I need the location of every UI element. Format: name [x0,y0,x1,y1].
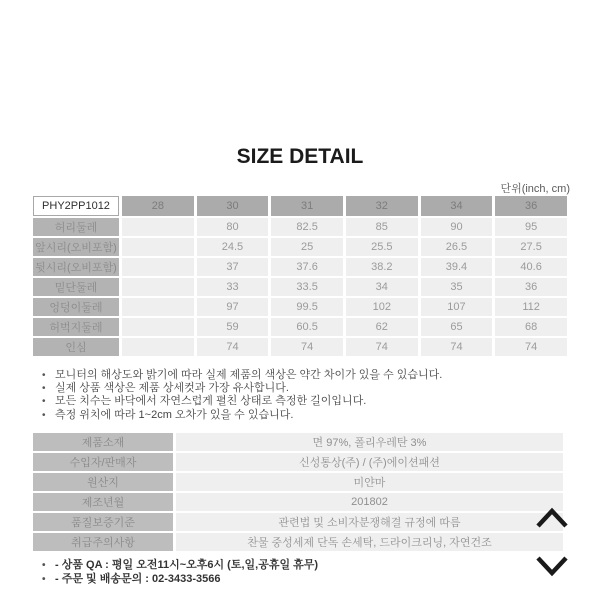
measure-value: 74 [197,338,269,356]
info-label: 제조년월 [33,493,173,511]
table-row [33,338,567,356]
measure-value: 80 [197,218,269,236]
measure-label: 인심 [33,338,119,356]
measure-value [122,238,194,256]
list-item [42,382,442,395]
measure-value [122,298,194,316]
table-row [33,238,567,256]
table-row [33,258,567,276]
measure-value: 102 [346,298,418,316]
measure-value: 26.5 [421,238,493,256]
measure-value: 68 [495,318,567,336]
measure-label: 앞시리(오비포함) [33,238,119,256]
measure-value: 27.5 [495,238,567,256]
footer-text: - 상품 QA : 평일 오전11시~오후6시 (토,일,공휴일 휴무) [55,559,319,571]
table-row [33,298,567,316]
table-row [33,493,563,511]
measure-value: 38.2 [346,258,418,276]
list-item [42,395,442,408]
size-column-header: 36 [495,196,567,216]
info-label: 취급주의사항 [33,533,173,551]
measure-value [122,278,194,296]
note-text: 측정 위치에 따라 1~2cm 오차가 있을 수 있습니다. [55,408,294,421]
bullet-icon: • [42,560,46,571]
info-value: 찬물 중성세제 단독 손세탁, 드라이크리닝, 자연건조 [176,533,563,551]
size-column-header: 28 [122,196,194,216]
scroll-up-button[interactable] [535,507,569,529]
size-column-header: 30 [197,196,269,216]
size-table [30,194,570,358]
list-item [42,573,318,587]
measure-value: 85 [346,218,418,236]
size-column-header: 32 [346,196,418,216]
table-row [33,473,563,491]
size-table-header-row [33,196,567,216]
chevron-down-icon [535,555,569,577]
measure-value: 40.6 [495,258,567,276]
measure-value [122,218,194,236]
unit-label: 단위(inch, cm) [500,183,570,195]
bullet-icon: • [42,370,46,381]
measure-value: 74 [495,338,567,356]
product-info-table [30,431,566,553]
measure-value: 82.5 [271,218,343,236]
notes-list [42,369,442,422]
measure-label: 허리둘레 [33,218,119,236]
info-label: 제품소재 [33,433,173,451]
product-code-cell: PHY2PP1012 [33,196,119,216]
measure-value: 65 [421,318,493,336]
measure-value: 74 [271,338,343,356]
info-value: 관련법 및 소비자분쟁해결 규정에 따름 [176,513,563,531]
note-text: 실제 상품 색상은 제품 상세컷과 가장 유사합니다. [55,382,289,395]
measure-value: 36 [495,278,567,296]
info-label: 수입자/판매자 [33,453,173,471]
measure-value: 37.6 [271,258,343,276]
measure-value [122,338,194,356]
info-value: 미얀마 [176,473,563,491]
table-row [33,318,567,336]
measure-value: 112 [495,298,567,316]
bullet-icon: • [42,396,46,408]
bullet-icon: • [42,383,46,395]
info-label: 품질보증기준 [33,513,173,531]
scroll-down-button[interactable] [535,555,569,577]
measure-value: 37 [197,258,269,276]
table-row [33,453,563,471]
table-row [33,533,563,551]
measure-value: 95 [495,218,567,236]
table-row [33,278,567,296]
list-item [42,409,442,422]
measure-value: 39.4 [421,258,493,276]
info-label: 원산지 [33,473,173,491]
measure-value: 33.5 [271,278,343,296]
size-column-header: 31 [271,196,343,216]
measure-value: 25.5 [346,238,418,256]
list-item [42,559,318,573]
measure-value: 25 [271,238,343,256]
table-row [33,513,563,531]
measure-value: 74 [346,338,418,356]
info-value: 신성통상(주) / (주)에이션패션 [176,453,563,471]
page-title: SIZE DETAIL [236,145,364,168]
bullet-icon: • [42,573,46,585]
measure-value: 35 [421,278,493,296]
measure-value [122,258,194,276]
measure-label: 엉덩이둘레 [33,298,119,316]
list-item [42,369,442,382]
measure-label: 밑단둘레 [33,278,119,296]
footer-notes [42,559,318,586]
bullet-icon: • [42,409,46,421]
measure-label: 뒷시리(오비포함) [33,258,119,276]
measure-value: 107 [421,298,493,316]
measure-value: 97 [197,298,269,316]
measure-value: 24.5 [197,238,269,256]
measure-value [122,318,194,336]
table-row [33,218,567,236]
size-column-header: 34 [421,196,493,216]
measure-value: 90 [421,218,493,236]
measure-value: 34 [346,278,418,296]
note-text: 모니터의 해상도와 밝기에 따라 실제 제품의 색상은 약간 차이가 있을 수 있습니다. [55,369,443,381]
table-row [33,433,563,451]
measure-value: 33 [197,278,269,296]
measure-label: 허벅지둘레 [33,318,119,336]
measure-value: 62 [346,318,418,336]
chevron-up-icon [535,507,569,529]
measure-value: 59 [197,318,269,336]
measure-value: 60.5 [271,318,343,336]
footer-text: - 주문 및 배송문의 : 02-3433-3566 [55,572,221,585]
note-text: 모든 치수는 바닥에서 자연스럽게 펼친 상태로 측정한 길이입니다. [55,395,367,408]
measure-value: 99.5 [271,298,343,316]
measure-value: 74 [421,338,493,356]
info-value: 면 97%, 폴리우레탄 3% [176,433,563,451]
info-value: 201802 [176,493,563,511]
